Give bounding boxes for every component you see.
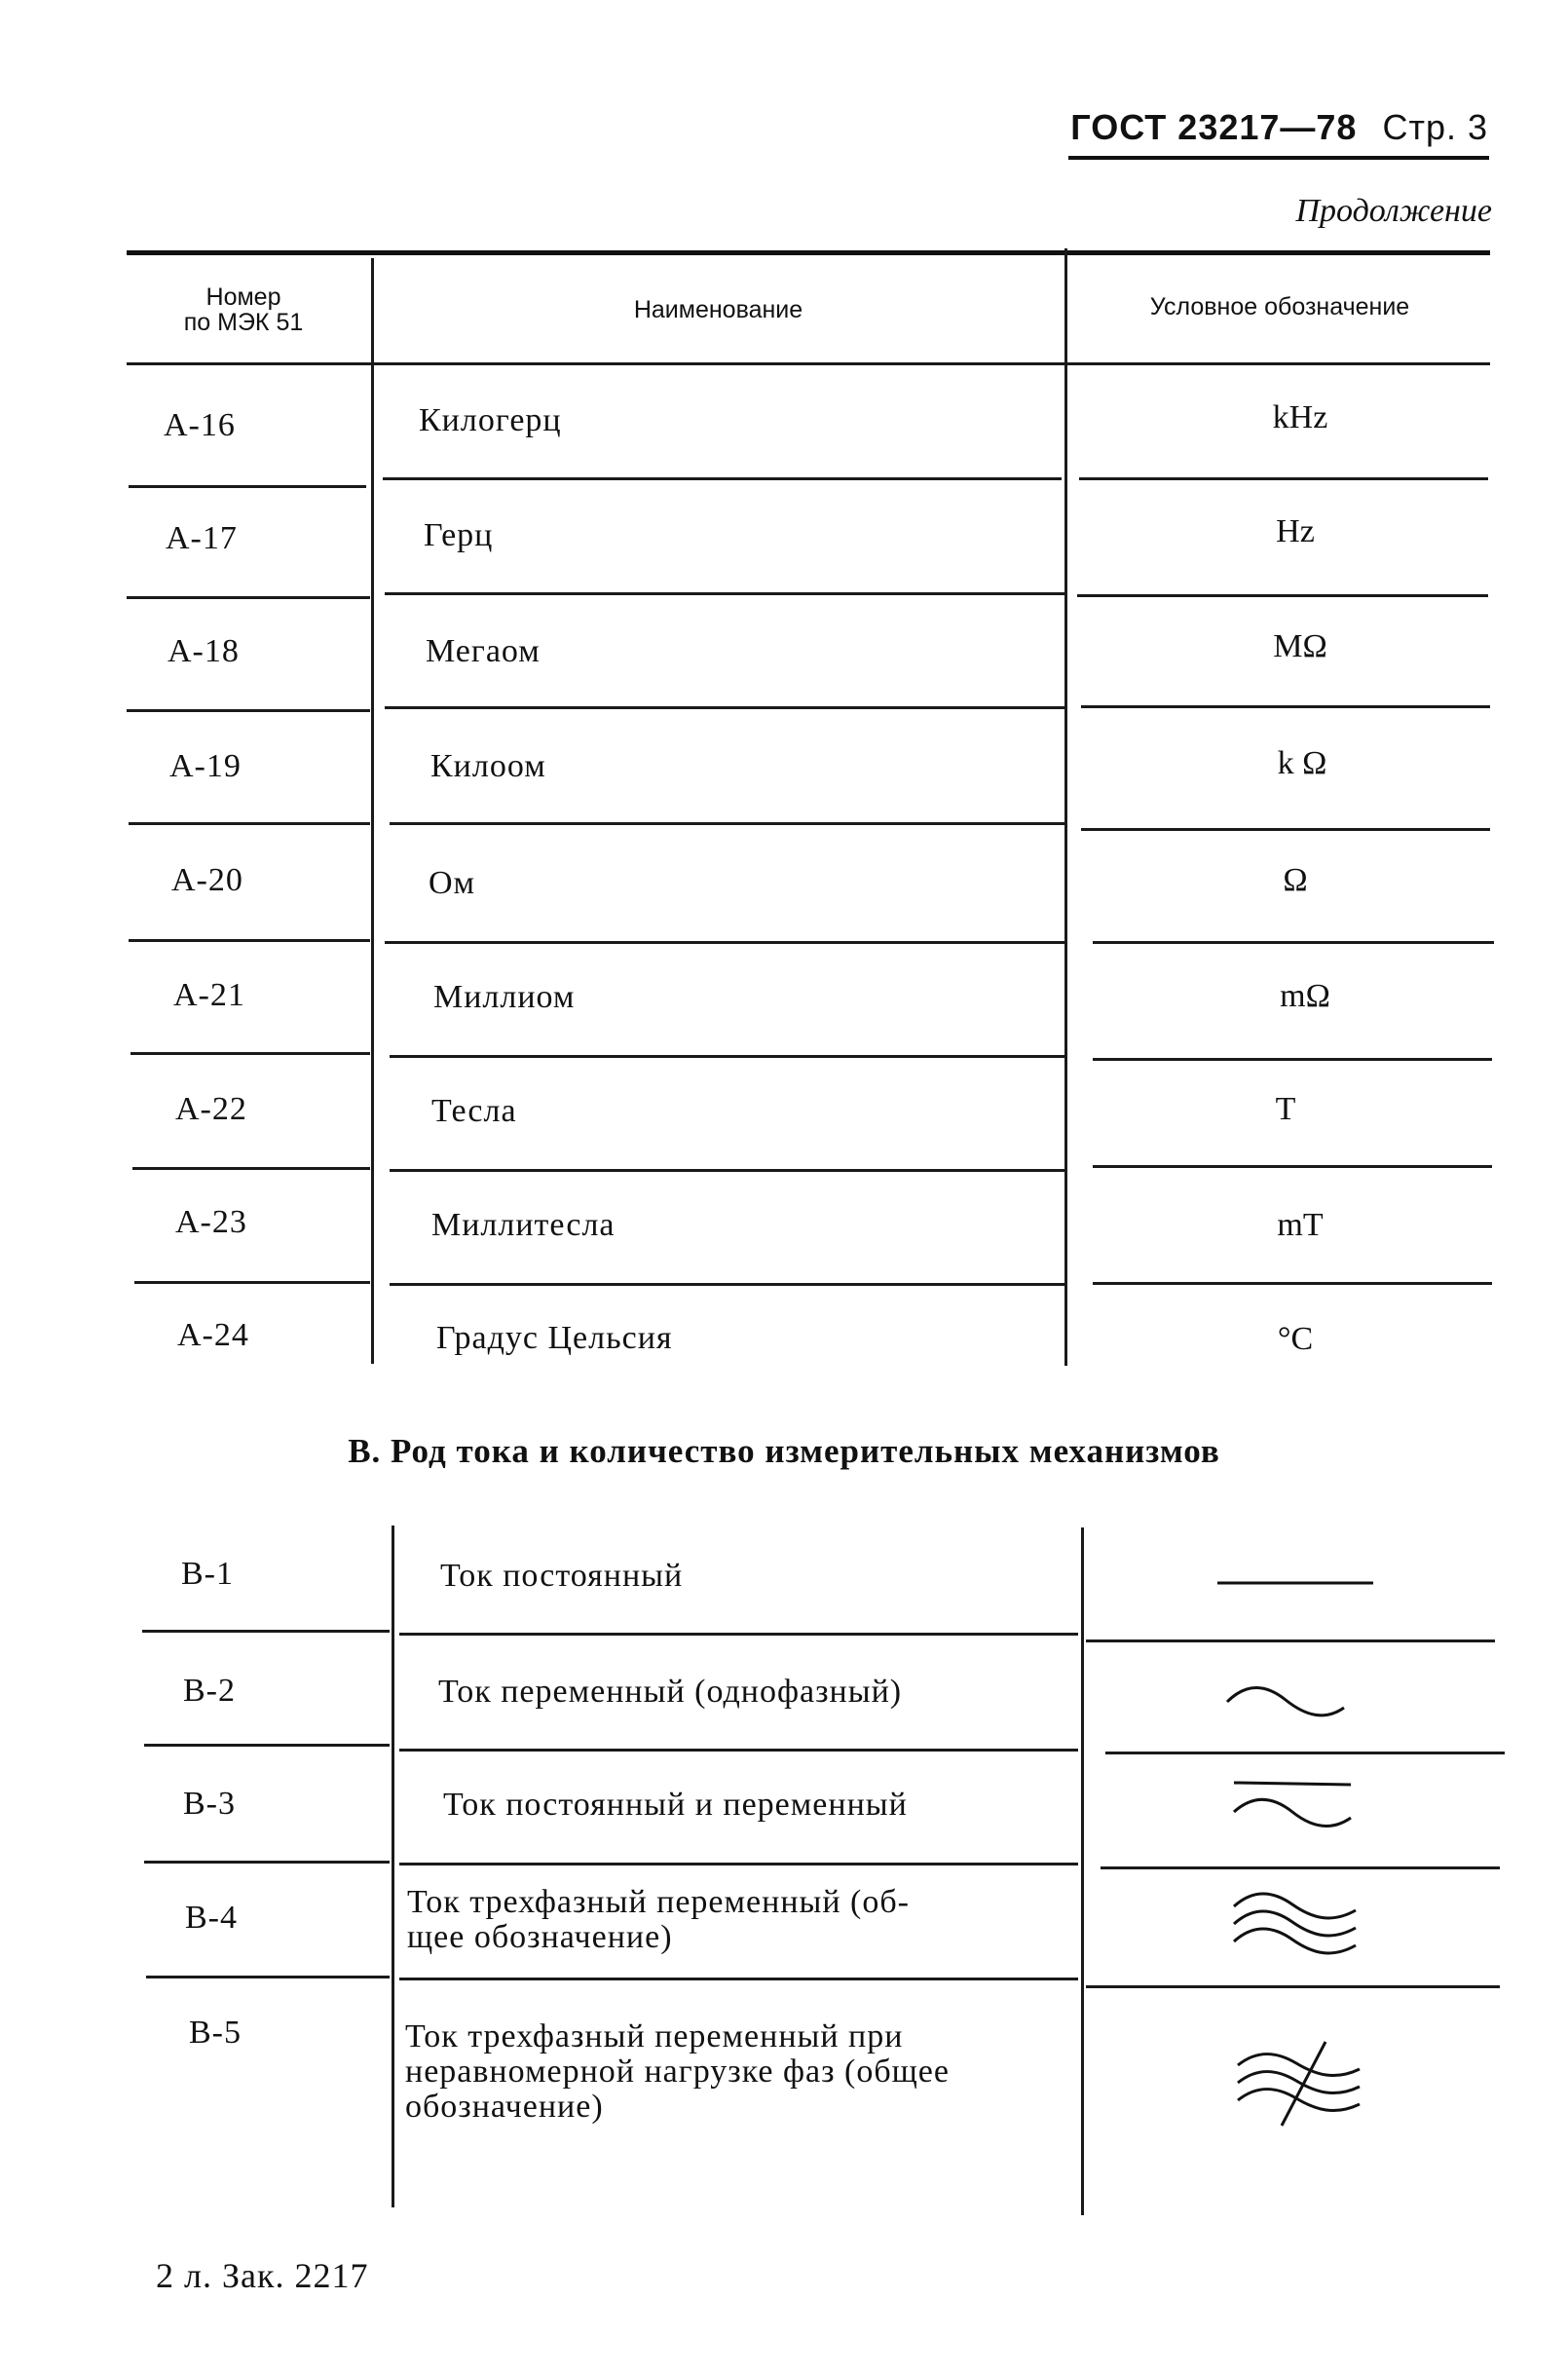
column-header-symbol: Условное обозначение xyxy=(1149,293,1410,320)
row-symbol: T xyxy=(1275,1091,1296,1127)
row-rule xyxy=(142,1630,390,1633)
row-code: А-18 xyxy=(168,633,240,669)
row-code: В-1 xyxy=(181,1556,234,1592)
row-rule xyxy=(1081,705,1490,708)
row-rule xyxy=(1086,1985,1500,1988)
row-rule xyxy=(1081,828,1490,831)
row-name: Килогерц xyxy=(419,402,562,438)
row-rule xyxy=(132,1167,370,1170)
header-underline xyxy=(1068,156,1489,160)
row-rule xyxy=(383,477,1062,480)
row-symbol: Hz xyxy=(1276,513,1315,549)
row-rule xyxy=(127,709,370,712)
row-code: А-20 xyxy=(171,862,243,898)
page-header xyxy=(1070,107,1488,148)
row-name: Мегаом xyxy=(426,633,541,669)
column-divider-1 xyxy=(371,258,374,1364)
row-rule xyxy=(1093,1165,1492,1168)
row-name: Миллиом xyxy=(433,979,576,1015)
row-rule xyxy=(1079,477,1488,480)
row-name: Килоом xyxy=(430,748,546,784)
row-symbol: mT xyxy=(1277,1207,1324,1243)
row-rule xyxy=(1101,1866,1500,1869)
row-rule xyxy=(129,939,370,942)
row-symbol: kHz xyxy=(1272,399,1328,435)
row-rule xyxy=(385,706,1064,709)
row-symbol: mΩ xyxy=(1280,978,1330,1014)
three-phase-icon xyxy=(1229,1885,1361,1963)
row-name: Градус Цельсия xyxy=(436,1320,673,1356)
row-rule xyxy=(131,1052,370,1055)
row-symbol: MΩ xyxy=(1273,628,1327,664)
row-symbol: k Ω xyxy=(1277,745,1327,781)
row-rule xyxy=(390,1283,1066,1286)
row-rule xyxy=(1093,941,1494,944)
row-name: Ток трехфазный переменный (об- щее обозначение) xyxy=(407,1884,910,1955)
row-rule xyxy=(390,822,1064,825)
row-rule xyxy=(385,592,1064,595)
row-rule xyxy=(144,1744,390,1747)
row-code: В-3 xyxy=(183,1786,236,1822)
row-name: Миллитесла xyxy=(431,1207,616,1243)
row-code: А-17 xyxy=(166,520,238,556)
row-rule xyxy=(399,1863,1078,1865)
row-rule xyxy=(1086,1639,1495,1642)
row-symbol: Ω xyxy=(1283,862,1308,898)
row-name: Ток постоянный и переменный xyxy=(443,1787,908,1823)
row-code: В-5 xyxy=(189,2015,242,2051)
ac-wave-icon xyxy=(1222,1671,1349,1729)
row-rule xyxy=(385,941,1066,944)
row-rule xyxy=(390,1169,1066,1172)
column-header-name: Наименование xyxy=(633,296,803,323)
row-code: А-19 xyxy=(169,748,242,784)
column-divider-1 xyxy=(392,1526,394,2207)
row-rule xyxy=(146,1976,390,1978)
table-top-rule xyxy=(127,250,1490,255)
row-rule xyxy=(127,596,370,599)
ac-dc-icon xyxy=(1229,1773,1356,1846)
column-header-code: Номер по МЭК 51 xyxy=(183,283,304,337)
row-rule xyxy=(129,485,366,488)
row-code: А-24 xyxy=(177,1317,249,1353)
row-rule xyxy=(134,1281,370,1284)
three-phase-unbalanced-icon xyxy=(1233,2036,1364,2133)
row-code: В-2 xyxy=(183,1673,236,1709)
row-name: Ток переменный (однофазный) xyxy=(438,1674,903,1710)
header-bottom-rule xyxy=(127,362,1490,365)
row-code: В-4 xyxy=(185,1900,238,1936)
row-rule xyxy=(390,1055,1066,1058)
row-rule xyxy=(1093,1282,1492,1285)
row-rule xyxy=(1105,1752,1505,1754)
row-symbol: °C xyxy=(1277,1321,1314,1357)
page-number: Стр. 3 xyxy=(1382,107,1488,147)
section-b-title: В. Род тока и количество измерительных механизмов xyxy=(348,1432,1220,1470)
row-code: А-21 xyxy=(173,977,245,1013)
row-rule xyxy=(399,1978,1078,1980)
row-name: Ток трехфазный переменный при неравномерной нагрузке фаз (общее обозначение) xyxy=(405,2018,950,2125)
row-code: А-16 xyxy=(164,407,236,443)
row-rule xyxy=(399,1633,1078,1636)
row-name: Герц xyxy=(424,517,494,553)
column-divider-2 xyxy=(1064,248,1067,1366)
row-rule xyxy=(129,822,370,825)
standard-number: ГОСТ 23217—78 xyxy=(1070,107,1358,147)
row-rule xyxy=(399,1749,1078,1752)
row-name: Ток постоянный xyxy=(440,1558,684,1594)
row-name: Ом xyxy=(429,865,476,901)
dc-line-icon xyxy=(1213,1573,1378,1593)
row-code: А-22 xyxy=(175,1091,247,1127)
continuation-label: Продолжение xyxy=(1295,193,1492,229)
row-code: А-23 xyxy=(175,1204,247,1240)
footer-note: 2 л. Зак. 2217 xyxy=(156,2256,369,2295)
row-rule xyxy=(144,1861,390,1864)
row-name: Тесла xyxy=(431,1093,517,1129)
row-rule xyxy=(1093,1058,1492,1061)
row-rule xyxy=(1077,594,1488,597)
